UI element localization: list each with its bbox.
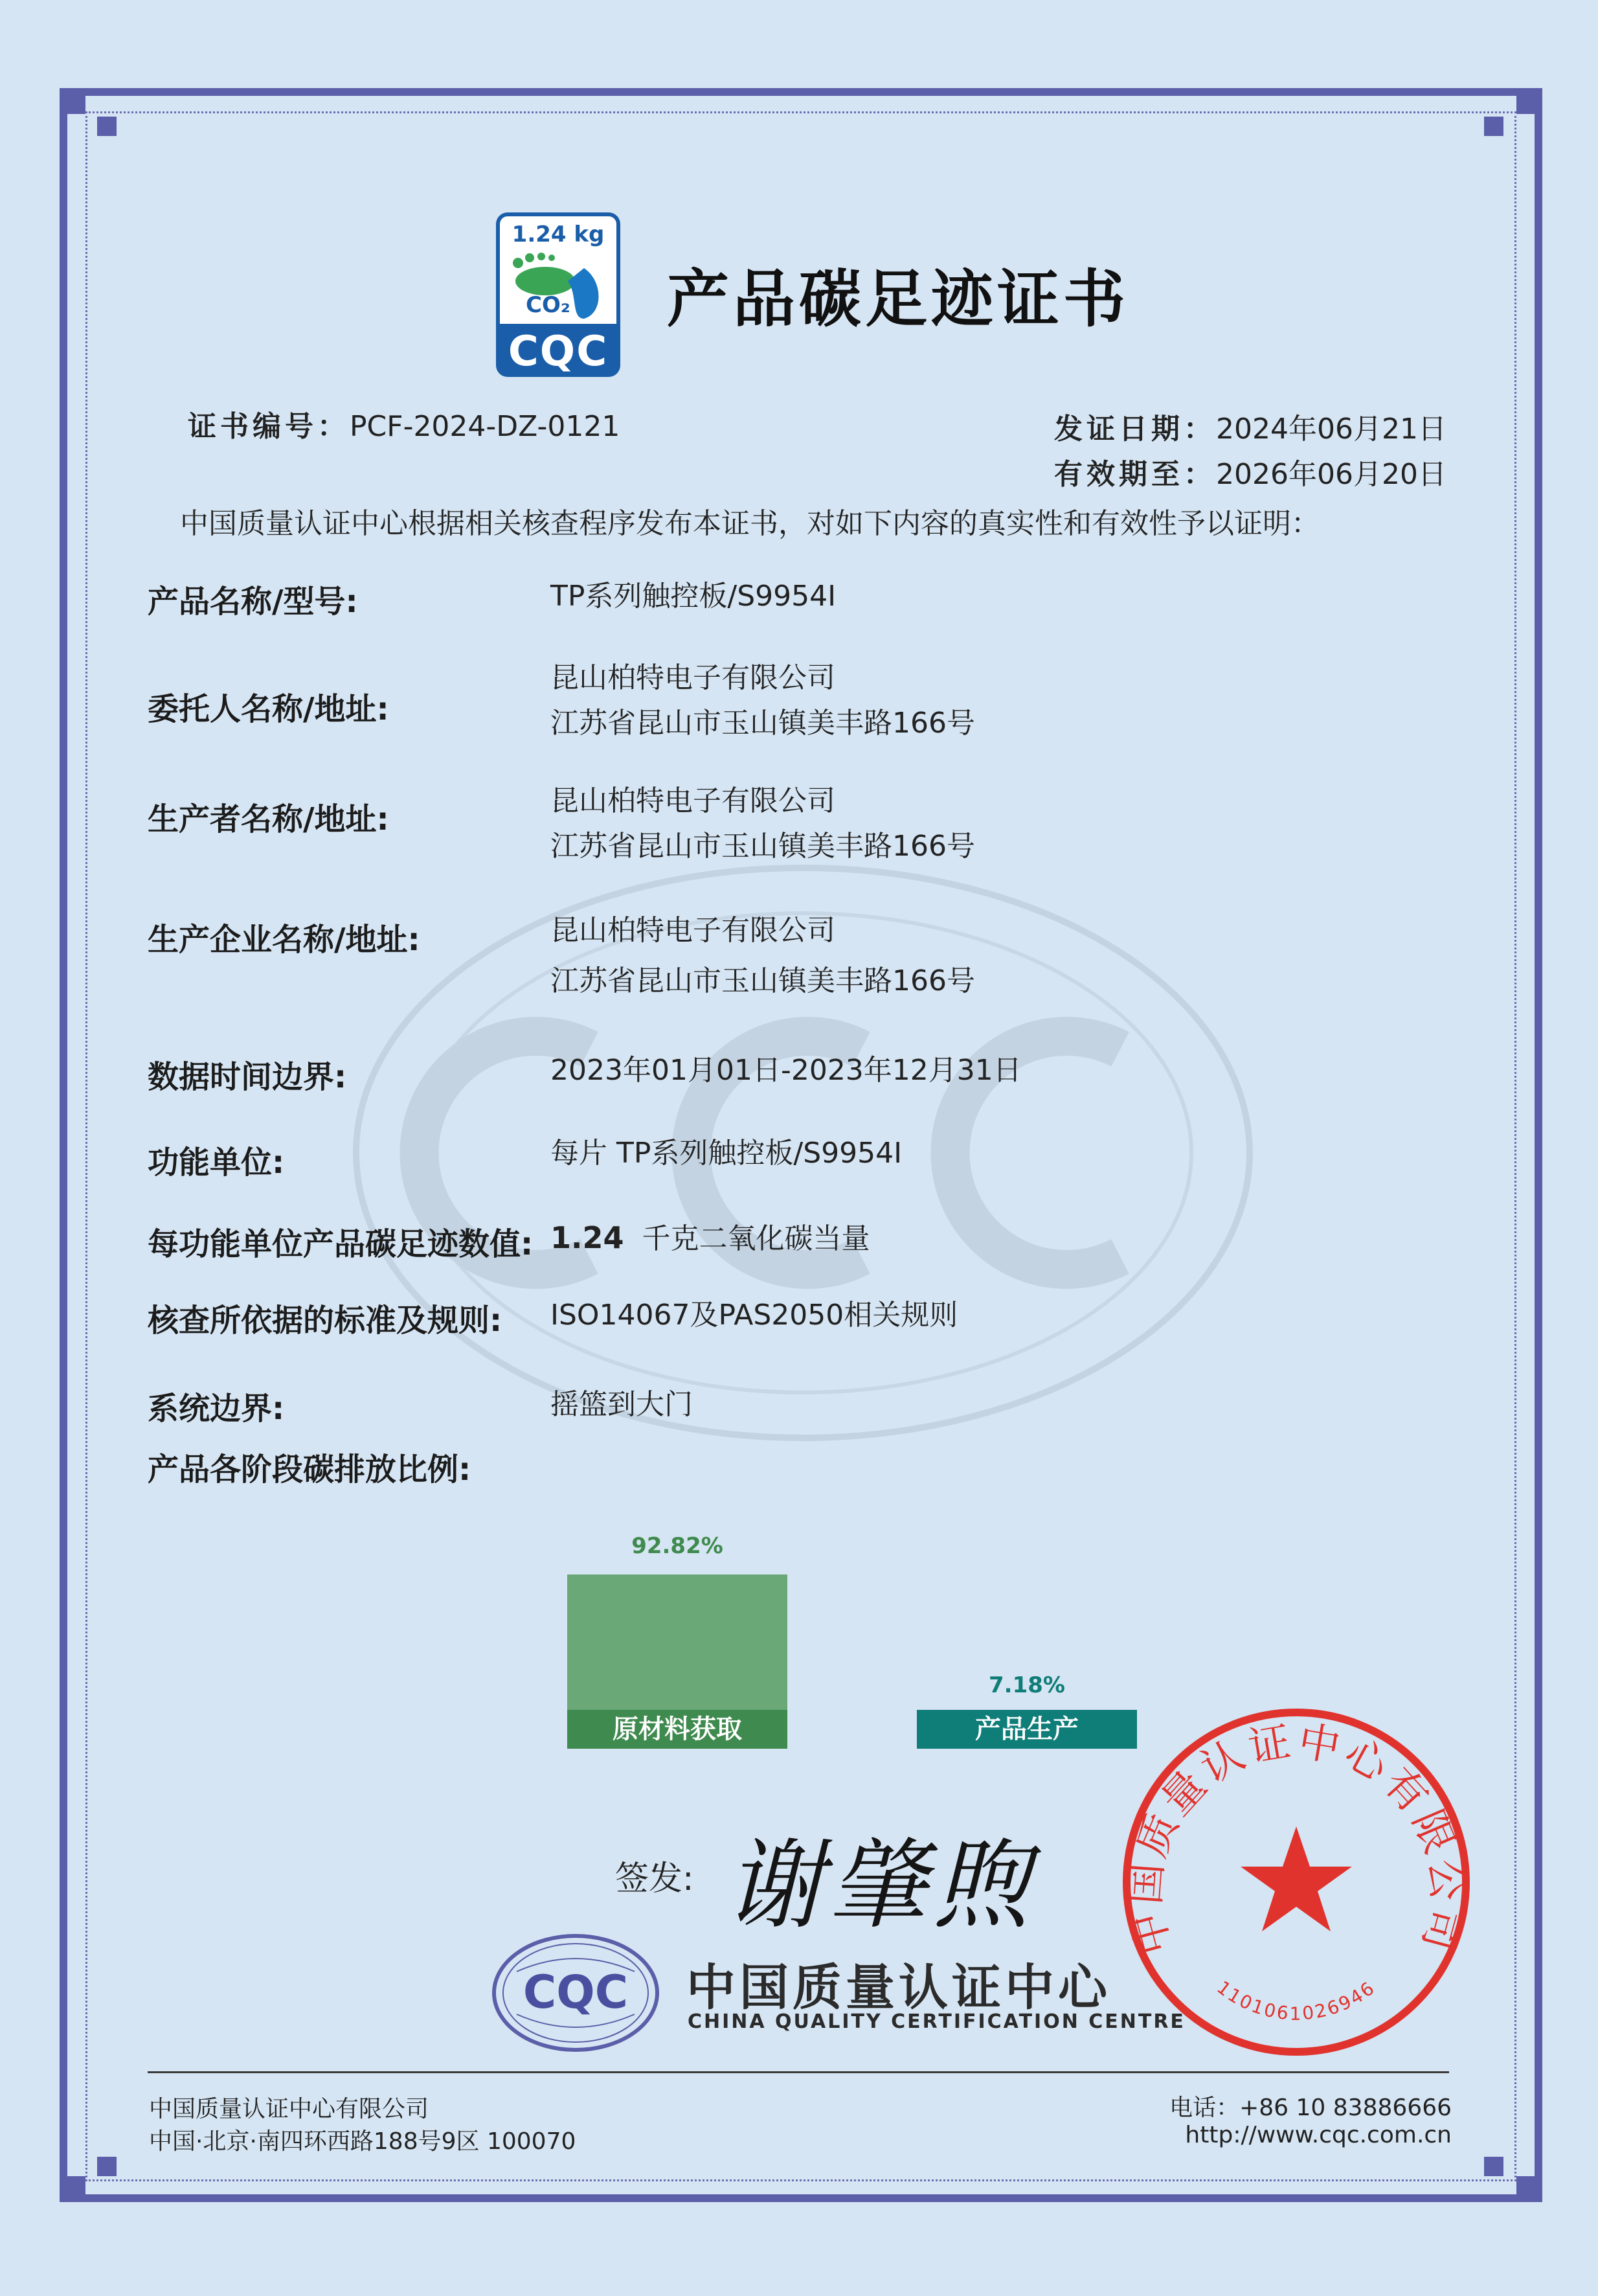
cert-number-value: PCF-2024-DZ-0121 [350, 410, 620, 443]
client-label: 委托人名称/地址: [148, 691, 389, 727]
corner-decoration [60, 2176, 85, 2202]
bar-category-label: 产品生产 [917, 1710, 1137, 1749]
footprint-number: 1.24 [550, 1220, 624, 1255]
intro-statement: 中国质量认证中心根据相关核查程序发布本证书，对如下内容的真实性和有效性予以证明： [180, 507, 1320, 540]
issue-date [1054, 405, 1446, 447]
client-name: 昆山柏特电子有限公司 [550, 661, 835, 694]
seal-number: 1101061026946 [1213, 1976, 1380, 2025]
functional-unit-label: 功能单位: [148, 1144, 285, 1181]
system-boundary-value: 摇篮到大门 [550, 1388, 693, 1421]
valid-until [1054, 451, 1446, 492]
signature: 谢肇煦 [725, 1830, 1037, 1942]
issue-date-value: 2024年06月21日 [1216, 413, 1446, 446]
corner-decoration [1484, 117, 1503, 136]
bar-data-label: 7.18% [989, 1672, 1065, 1698]
corner-decoration [97, 2157, 117, 2176]
product-value: TP系列触控板/S9954I [550, 580, 837, 613]
factory-address: 江苏省昆山市玉山镇美丰路166号 [550, 964, 975, 997]
svg-text:1101061026946 [1213, 1977, 1380, 2025]
footer-website[interactable]: http://www.cqc.com.cn [1185, 2122, 1452, 2148]
footprint-icon [506, 249, 610, 320]
stage-emission-chart [531, 1470, 1178, 1755]
functional-unit-value: 每片 TP系列触控板/S9954I [550, 1137, 903, 1170]
producer-name: 昆山柏特电子有限公司 [550, 784, 835, 817]
cert-number [188, 403, 620, 444]
cert-number-label: 证书编号： [188, 410, 350, 443]
issue-date-label: 发证日期： [1054, 413, 1216, 446]
footprint-value [550, 1215, 870, 1262]
bar-data-label: 92.82% [631, 1532, 723, 1559]
bar-category-label: 原材料获取 [567, 1710, 787, 1749]
logo-weight: 1.24 kg [512, 222, 605, 247]
corner-decoration [1516, 2176, 1542, 2202]
signature-label: 签发: [615, 1859, 694, 1898]
stage-ratio-label: 产品各阶段碳排放比例: [148, 1451, 471, 1488]
data-period-value: 2023年01月01日-2023年12月31日 [550, 1054, 1022, 1087]
producer-address: 江苏省昆山市玉山镇美丰路166号 [550, 830, 975, 863]
corner-decoration [97, 117, 117, 136]
logo-brand: CQC [508, 328, 609, 376]
issuer-logo-text: CQC [523, 1966, 629, 2019]
corner-decoration [60, 88, 85, 114]
corner-decoration [1484, 2157, 1503, 2176]
system-boundary-label: 系统边界: [148, 1391, 285, 1427]
issuer-name-cn: 中国质量认证中心 [686, 1959, 1111, 2016]
corner-decoration [1516, 88, 1542, 114]
seal-text: 中国质量认证中心有限公司 [1121, 1717, 1471, 1960]
data-period-label: 数据时间边界: [148, 1059, 347, 1095]
official-seal [1118, 1703, 1475, 2061]
standard-label: 核查所依据的标准及规则: [148, 1302, 502, 1339]
footprint-label: 每功能单位产品碳足迹数值: [148, 1226, 534, 1262]
issuer-name-en: CHINA QUALITY CERTIFICATION CENTRE [688, 2010, 1186, 2033]
footprint-unit: 千克二氧化碳当量 [642, 1222, 870, 1255]
cqc-globe-logo [491, 1933, 660, 2053]
factory-label: 生产企业名称/地址: [148, 922, 420, 958]
product-label: 产品名称/型号: [148, 584, 358, 620]
carbon-footprint-logo [496, 212, 620, 377]
footer-divider [148, 2071, 1449, 2073]
valid-until-value: 2026年06月20日 [1216, 458, 1446, 491]
footer-phone: 电话：+86 10 83886666 [1169, 2095, 1452, 2121]
producer-label: 生产者名称/地址: [148, 801, 389, 837]
footer-address: 中国·北京·南四环西路188号9区 100070 [149, 2128, 576, 2155]
page-title: 产品碳足迹证书 [667, 263, 1129, 335]
standard-value: ISO14067及PAS2050相关规则 [550, 1299, 958, 1332]
client-address: 江苏省昆山市玉山镇美丰路166号 [550, 707, 975, 740]
footer-company: 中国质量认证中心有限公司 [149, 2096, 429, 2122]
svg-text:CO₂: CO₂ [526, 292, 570, 318]
factory-name: 昆山柏特电子有限公司 [550, 914, 835, 947]
valid-until-label: 有效期至： [1054, 458, 1216, 491]
